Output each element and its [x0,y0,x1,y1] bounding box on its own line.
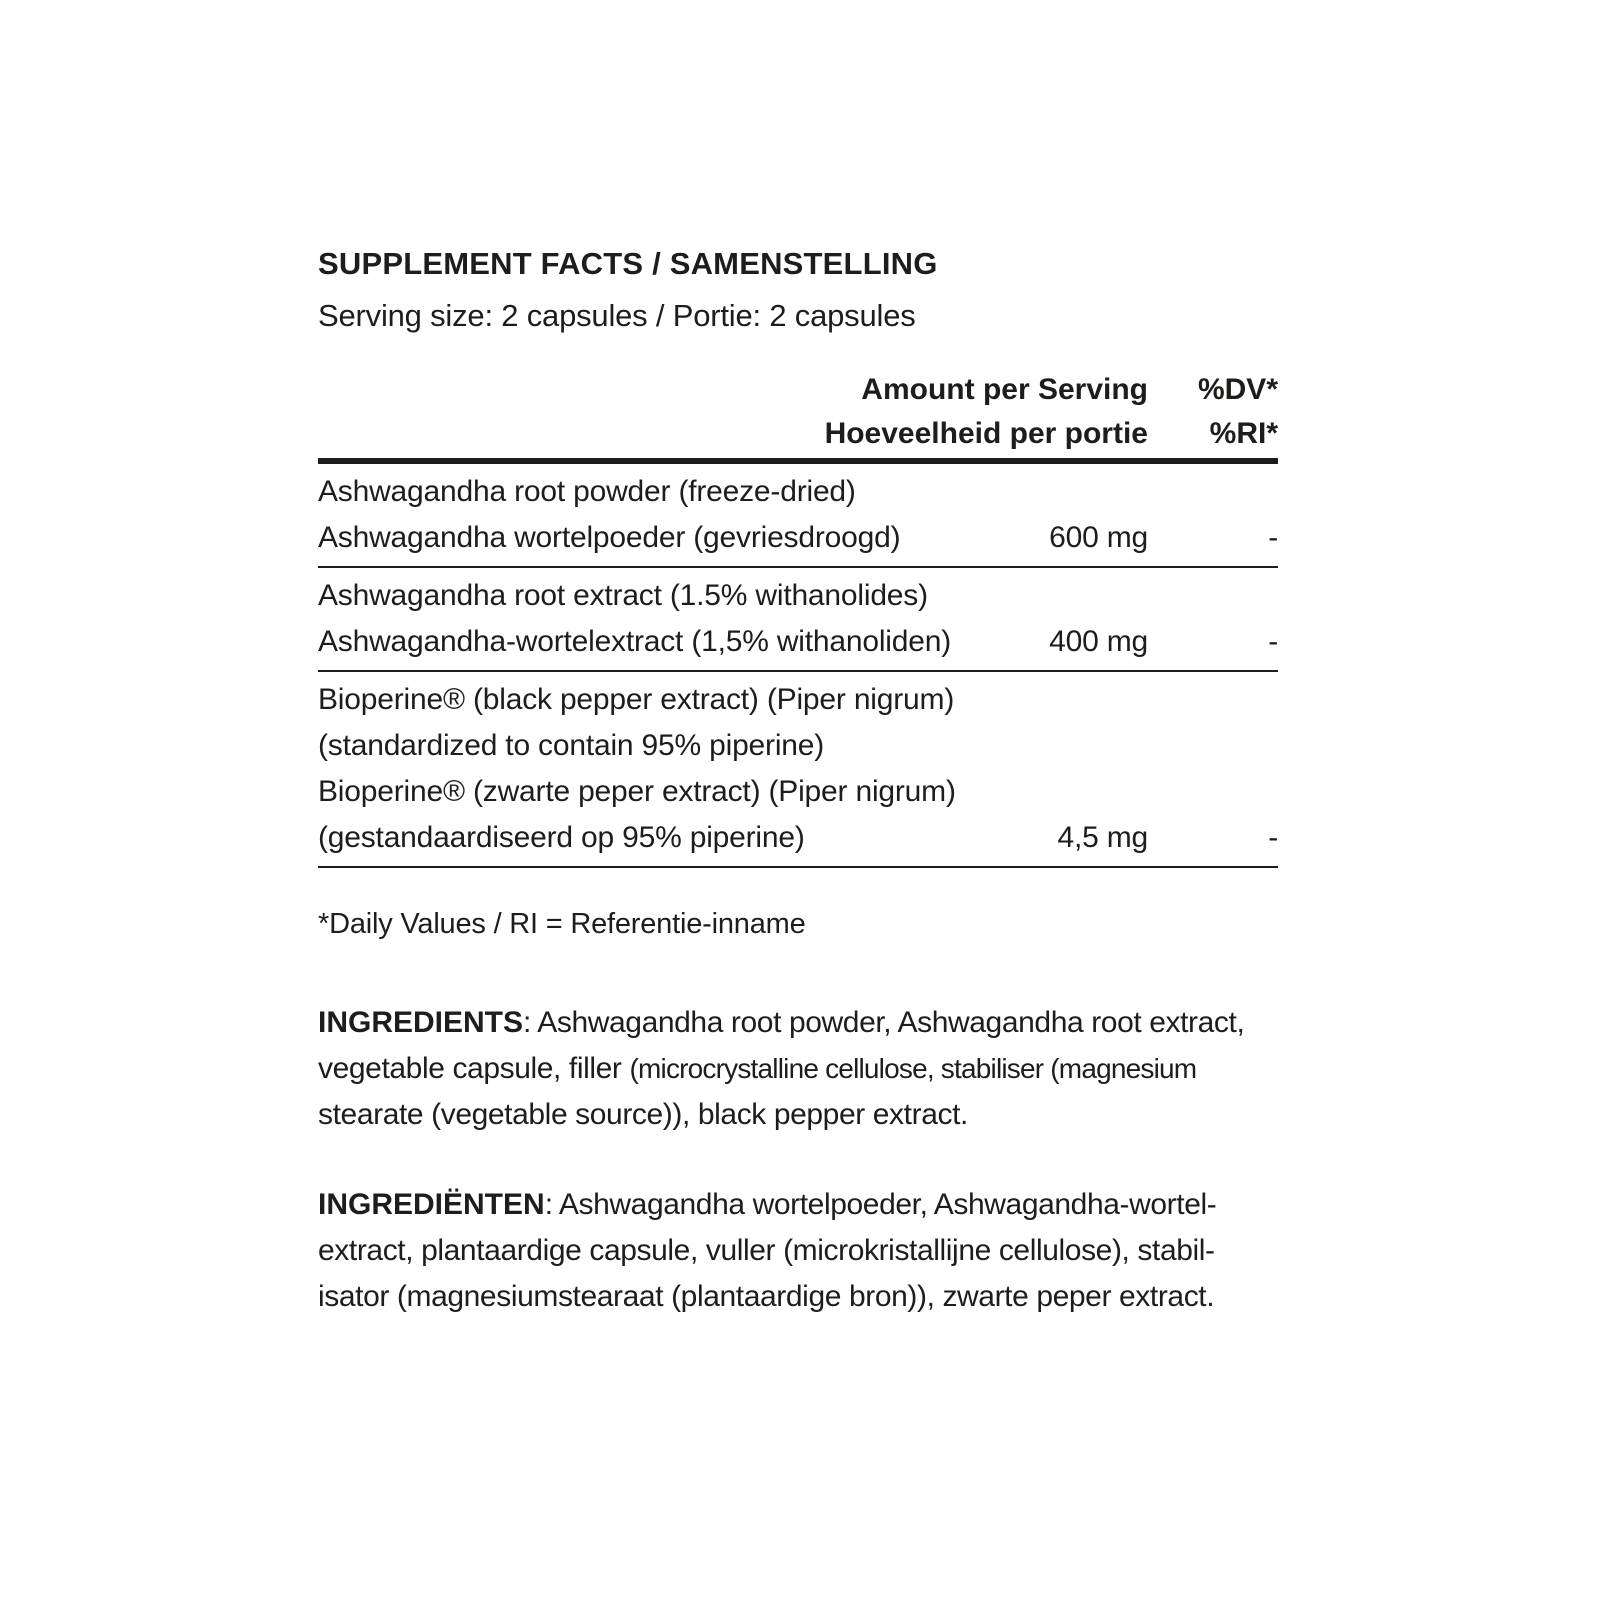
ingredients-en-lead: INGREDIENTS [318,1006,524,1039]
daily-values-footnote: *Daily Values / RI = Referentie-inname [318,908,806,940]
ingredient-name [318,469,988,561]
ingredients-en-text-narrow: (microcrystalline cellulose, stabiliser (magnesium [629,1053,1197,1084]
ingredients-paragraph-en [318,1000,1278,1138]
table-header [318,368,1278,464]
ingredients-nl-line [318,1182,1278,1228]
supplement-facts-panel [318,246,1278,1320]
ingredients-nl-line: isator (magnesiumstearaat (plantaardige bron)), zwarte peper extract. [318,1280,1215,1313]
header-amount-per-serving: Amount per Serving [861,373,1148,406]
ingredients-en-line [318,1046,1278,1092]
table-row-ashwagandha-root-extract [318,568,1278,672]
ingredient-amount: 400 mg [1049,625,1148,658]
header-dv: %DV* [1197,373,1278,406]
ingredient-name-line: Ashwagandha-wortelextract (1,5% withanoliden) [318,625,952,658]
ingredients-nl-lead: INGREDIËNTEN [318,1188,545,1221]
ingredient-name-line: Bioperine® (zwarte peper extract) (Piper nigrum) [318,775,956,808]
ingredients-nl-line: extract, plantaardige capsule, vuller (microkristallijne cellulose), stabil- [318,1234,1215,1267]
serving-size-line: Serving size: 2 capsules / Portie: 2 capsules [318,298,916,333]
ingredient-name [318,573,988,665]
table-header-row-nl [318,412,1278,456]
ingredients-paragraph-nl [318,1182,1278,1320]
ingredient-amount: 4,5 mg [1057,821,1148,854]
ingredient-name-line: (gestandaardiseerd op 95% piperine) [318,821,805,854]
ingredients-en-text: : Ashwagandha root powder, Ashwagandha root extract, [523,1006,1245,1039]
ingredients-en-line [318,1000,1278,1046]
ingredient-name-line: Ashwagandha root powder (freeze-dried) [318,475,856,508]
ingredients-en-text: vegetable capsule, filler [318,1052,630,1085]
ingredient-dv: - [1268,521,1278,554]
ingredient-name-line: Ashwagandha root extract (1.5% withanolides) [318,579,928,612]
ingredient-name-line: (standardized to contain 95% piperine) [318,729,825,762]
header-ri: %RI* [1209,417,1278,450]
ingredients-nl-text: : Ashwagandha wortelpoeder, Ashwagandha-wortel- [544,1188,1217,1221]
ingredient-dv: - [1268,625,1278,658]
ingredient-dv: - [1268,821,1278,854]
ingredient-name-line: Bioperine® (black pepper extract) (Piper nigrum) [318,683,955,716]
ingredients-en-line: stearate (vegetable source)), black pepper extract. [318,1098,968,1131]
table-row-ashwagandha-root-powder [318,464,1278,568]
ingredient-name [318,677,988,861]
table-header-row-en [318,368,1278,412]
table-row-bioperine [318,672,1278,868]
ingredient-amount: 600 mg [1049,521,1148,554]
header-hoeveelheid-per-portie: Hoeveelheid per portie [824,417,1148,450]
ingredient-name-line: Ashwagandha wortelpoeder (gevriesdroogd) [318,521,901,554]
panel-title: SUPPLEMENT FACTS / SAMENSTELLING [318,246,938,281]
